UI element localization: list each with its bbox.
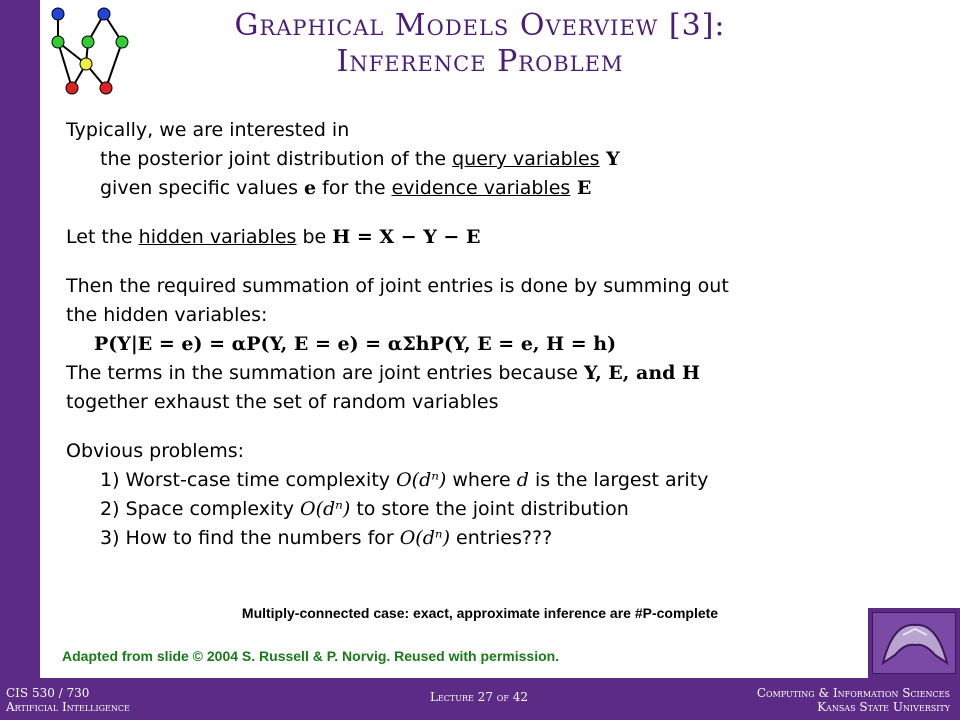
- paragraph-evidence: given specific values e for the evidence variables E: [100, 177, 592, 199]
- footer-department: Computing & Information Sciences Kansas State University: [756, 686, 950, 714]
- footer-course: CIS 530 / 730 Artificial Intelligence: [6, 686, 130, 714]
- problem-3: 3) How to find the numbers for O(dⁿ) entries???: [100, 527, 553, 549]
- title-line-1: Graphical Models Overview [3]:: [234, 8, 726, 43]
- paragraph-summation-1: Then the required summation of joint entries is done by summing out: [66, 275, 729, 297]
- paragraph-terms-1: The terms in the summation are joint entries because Y, E, and H: [66, 362, 700, 384]
- title-line-2: Inference Problem: [336, 44, 624, 79]
- complexity-note: Multiply-connected case: exact, approximate inference are #P-complete: [241, 605, 719, 621]
- wildcat-logo-icon: [873, 613, 957, 675]
- slide-body: [66, 116, 826, 553]
- paragraph-summation-2: the hidden variables:: [66, 304, 268, 326]
- problems-heading: Obvious problems:: [66, 440, 245, 462]
- paragraph-hidden: Let the hidden variables be H = X − Y − E: [66, 226, 481, 248]
- footer-lecture: Lecture 27 of 42: [430, 690, 528, 704]
- slide-title: [140, 8, 820, 80]
- hidden-formula: H = X − Y − E: [332, 226, 481, 248]
- graphical-model-icon: [44, 4, 136, 96]
- university-logo: [872, 612, 956, 674]
- left-sidebar: [0, 0, 40, 720]
- paragraph-terms-2: together exhaust the set of random variables: [66, 391, 499, 413]
- inference-formula: P(Y|E = e) = αP(Y, E = e) = αΣhP(Y, E = e, H = h): [94, 333, 617, 355]
- problem-1: 1) Worst-case time complexity O(dⁿ) where d is the largest arity: [100, 469, 709, 491]
- credit-line: Adapted from slide © 2004 S. Russell & P. Norvig. Reused with permission.: [62, 648, 560, 664]
- paragraph-intro: Typically, we are interested in: [66, 119, 350, 141]
- hidden-variables-term: hidden variables: [138, 226, 297, 248]
- query-variables-term: query variables: [452, 148, 600, 170]
- evidence-variables-term: evidence variables: [391, 177, 571, 199]
- paragraph-query: the posterior joint distribution of the query variables Y: [100, 148, 620, 170]
- problem-2: 2) Space complexity O(dⁿ) to store the joint distribution: [100, 498, 629, 520]
